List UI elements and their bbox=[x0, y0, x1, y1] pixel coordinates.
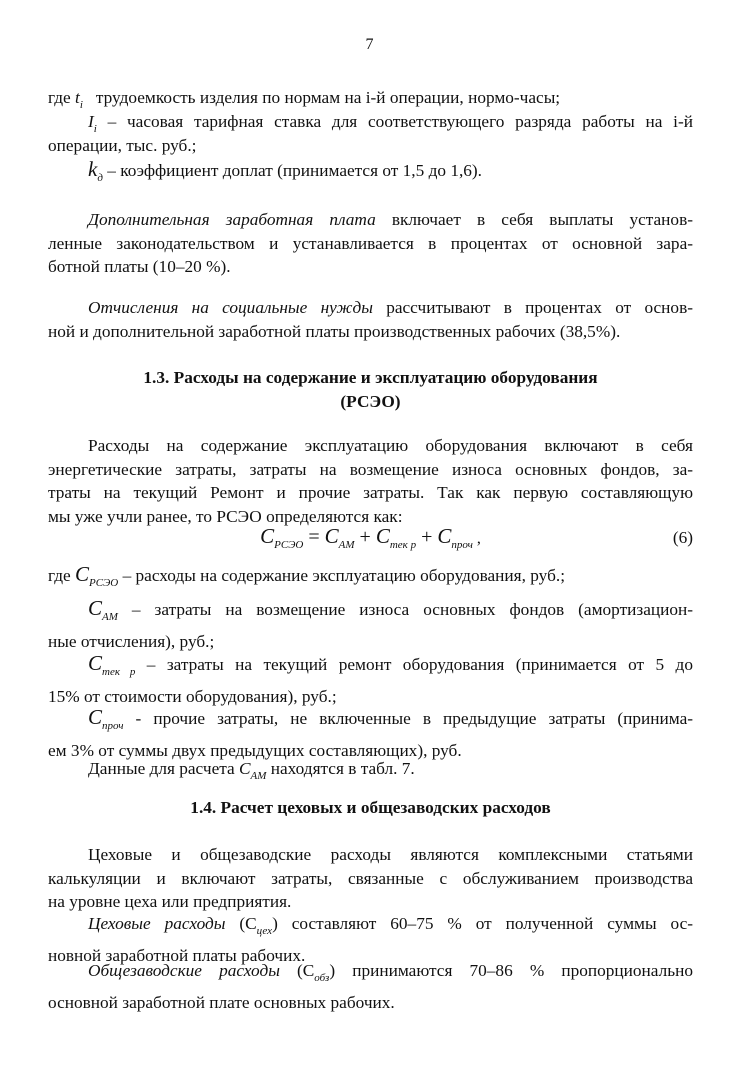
paragraph-rseo: Расходы на содержание эксплуатацию оборудования включают в себя энергетические затраты, затраты на возмещение износа основных фондов, за- траты на текущий Ремонт и прочие затраты. Так как первую составляющую мы уже учли ранее, то РСЭО определяются как: bbox=[48, 436, 693, 526]
paragraph-additional-wages: Дополнительная заработная плата включает в себя выплаты установ- ленные законодательством и устанавливается в процентах от основной зара- ботной платы (10–20 %). bbox=[48, 210, 693, 276]
paragraph-social-deductions: Отчисления на социальные нужды рассчитывают в процентах от основ- ной и дополнительной заработной платы производственных рабочих (38,5%). bbox=[48, 298, 693, 341]
definition-am: $C_{АМ}$ – затраты на возмещение износа основных фондов (амортизацион- ные отчисления), руб.; bbox=[48, 596, 694, 651]
page-number: 7 bbox=[365, 36, 374, 53]
paragraph-plant-expenses: Общезаводские расходы $(С_{обз})$ принимаются 70–86 % пропорционально основной заработной плате основных рабочих. bbox=[48, 961, 693, 1012]
paragraph-overhead: Цеховые и общезаводские расходы являются комплексными статьями калькуляции и включают затраты, связанные с обслуживанием производства на уровне цеха или предприятия. bbox=[48, 845, 693, 911]
definition-proch: $C_{проч}$ - прочие затраты, не включенные в предыдущие затраты (принима- ем 3% от суммы двух предыдущих составляющих), руб. bbox=[48, 705, 693, 760]
section-1-3-title: 1.3. Расходы на содержание и эксплуатацию оборудования (РСЭО) bbox=[143, 368, 598, 411]
section-1-4-title: 1.4. Расчет цеховых и общезаводских расходов bbox=[190, 798, 551, 817]
definition-I-cont: операции, тыс. руб.; bbox=[48, 136, 197, 155]
formula-number: (6) bbox=[672, 528, 693, 547]
definition-t: где $t_i$ трудоемкость изделия по нормам на i-й операции, нормо-часы; bbox=[48, 88, 561, 111]
formula-expression: $C_{РСЭО} = C_{АМ} + C_{тек р} + C_{проч}$ , bbox=[260, 524, 481, 551]
paragraph-shop-expenses: Цеховые расходы $(С_{цех})$ составляют 60–75 % от полученной суммы ос- новной заработной платы рабочих. bbox=[48, 914, 693, 965]
symbol-t: $t_i$ bbox=[75, 88, 83, 111]
definition-tekr: $C_{тек р}$ – затраты на текущий ремонт оборудования (принимается от 5 до 15% от стоимости оборудования), руб.; bbox=[48, 651, 693, 706]
formula-6 bbox=[48, 524, 693, 554]
data-reference-line: Данные для расчета $С_{АМ}$ находятся в табл. 7. bbox=[88, 759, 415, 782]
definition-k: $k_д$ – коэффициент доплат (принимается от 1,5 до 1,6). bbox=[88, 157, 482, 184]
symbol-I: $I_i$ bbox=[88, 112, 97, 135]
definition-rseo: где $C_{РСЭО}$ – расходы на содержание эксплуатацию оборудования, руб.; bbox=[48, 562, 566, 589]
definition-I: $I_i$ – часовая тарифная ставка для соответствующего разряда работы на i-й bbox=[88, 112, 693, 135]
symbol-k: $k_д$ bbox=[88, 157, 103, 184]
